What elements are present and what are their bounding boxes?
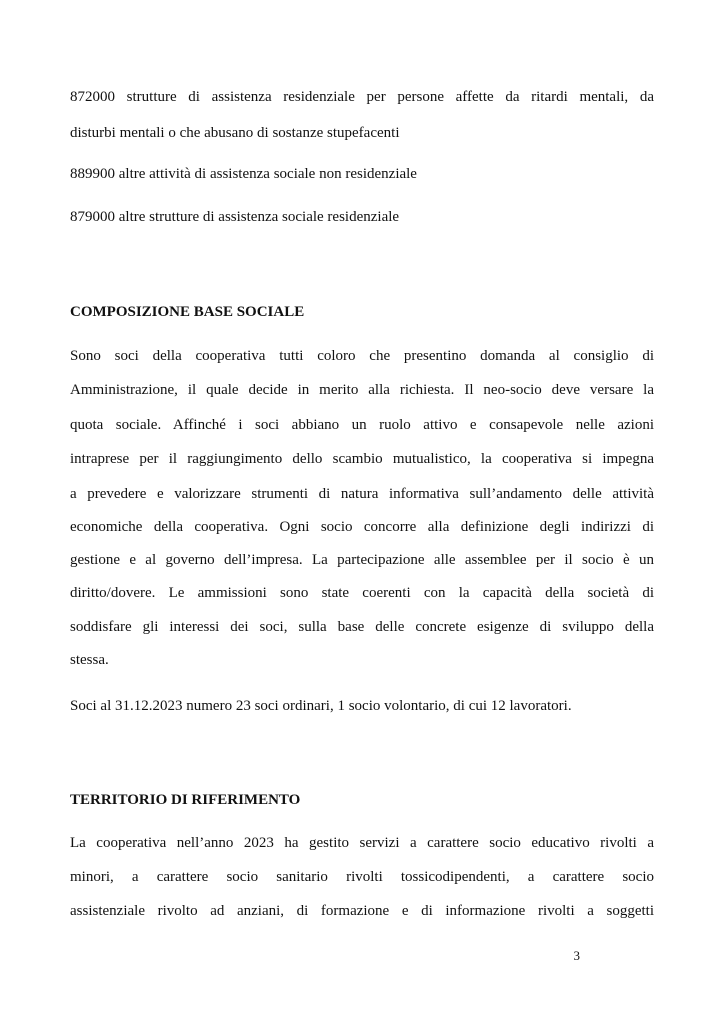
ateco-code-872000-line-1: 872000 strutture di assistenza residenziale per persone affette da ritardi mentali, da xyxy=(70,89,654,105)
composizione-paragraph-line: quota sociale. Affinché i soci abbiano un ruolo attivo e consapevole nelle azioni xyxy=(70,417,654,433)
ateco-code-889900: 889900 altre attività di assistenza sociale non residenziale xyxy=(70,166,417,182)
composizione-paragraph-line: stessa. xyxy=(70,652,109,668)
composizione-paragraph-line: Amministrazione, il quale decide in merito alla richiesta. Il neo-socio deve versare la xyxy=(70,382,654,398)
territorio-paragraph-line: assistenziale rivolto ad anziani, di formazione e di informazione rivolti a soggetti xyxy=(70,903,654,919)
soci-summary: Soci al 31.12.2023 numero 23 soci ordinari, 1 socio volontario, di cui 12 lavoratori. xyxy=(70,698,572,714)
composizione-paragraph-line: intraprese per il raggiungimento dello scambio mutualistico, la cooperativa si impegna xyxy=(70,451,654,467)
ateco-code-879000: 879000 altre strutture di assistenza sociale residenziale xyxy=(70,209,400,225)
composizione-paragraph-line: Sono soci della cooperativa tutti coloro che presentino domanda al consiglio di xyxy=(70,348,654,364)
ateco-code-872000-line-2: disturbi mentali o che abusano di sostanze stupefacenti xyxy=(70,125,400,141)
composizione-paragraph-line: diritto/dovere. Le ammissioni sono state coerenti con la capacità della società di xyxy=(70,585,654,601)
territorio-paragraph-line: minori, a carattere socio sanitario rivolti tossicodipendenti, a carattere socio xyxy=(70,869,654,885)
page-number: 3 xyxy=(573,948,580,963)
composizione-paragraph-line: soddisfare gli interessi dei soci, sulla base delle concrete esigenze di sviluppo della xyxy=(70,619,654,635)
territorio-paragraph-line: La cooperativa nell’anno 2023 ha gestito servizi a carattere socio educativo rivolti a xyxy=(70,835,654,851)
section-heading-territorio: TERRITORIO DI RIFERIMENTO xyxy=(70,792,301,808)
composizione-paragraph-line: gestione e al governo dell’impresa. La partecipazione alle assemblee per il socio è un xyxy=(70,552,654,568)
composizione-paragraph-line: economiche della cooperativa. Ogni socio concorre alla definizione degli indirizzi di xyxy=(70,519,654,535)
section-heading-composizione: COMPOSIZIONE BASE SOCIALE xyxy=(70,304,305,320)
composizione-paragraph-line: a prevedere e valorizzare strumenti di natura informativa sull’andamento delle attività xyxy=(70,486,654,502)
